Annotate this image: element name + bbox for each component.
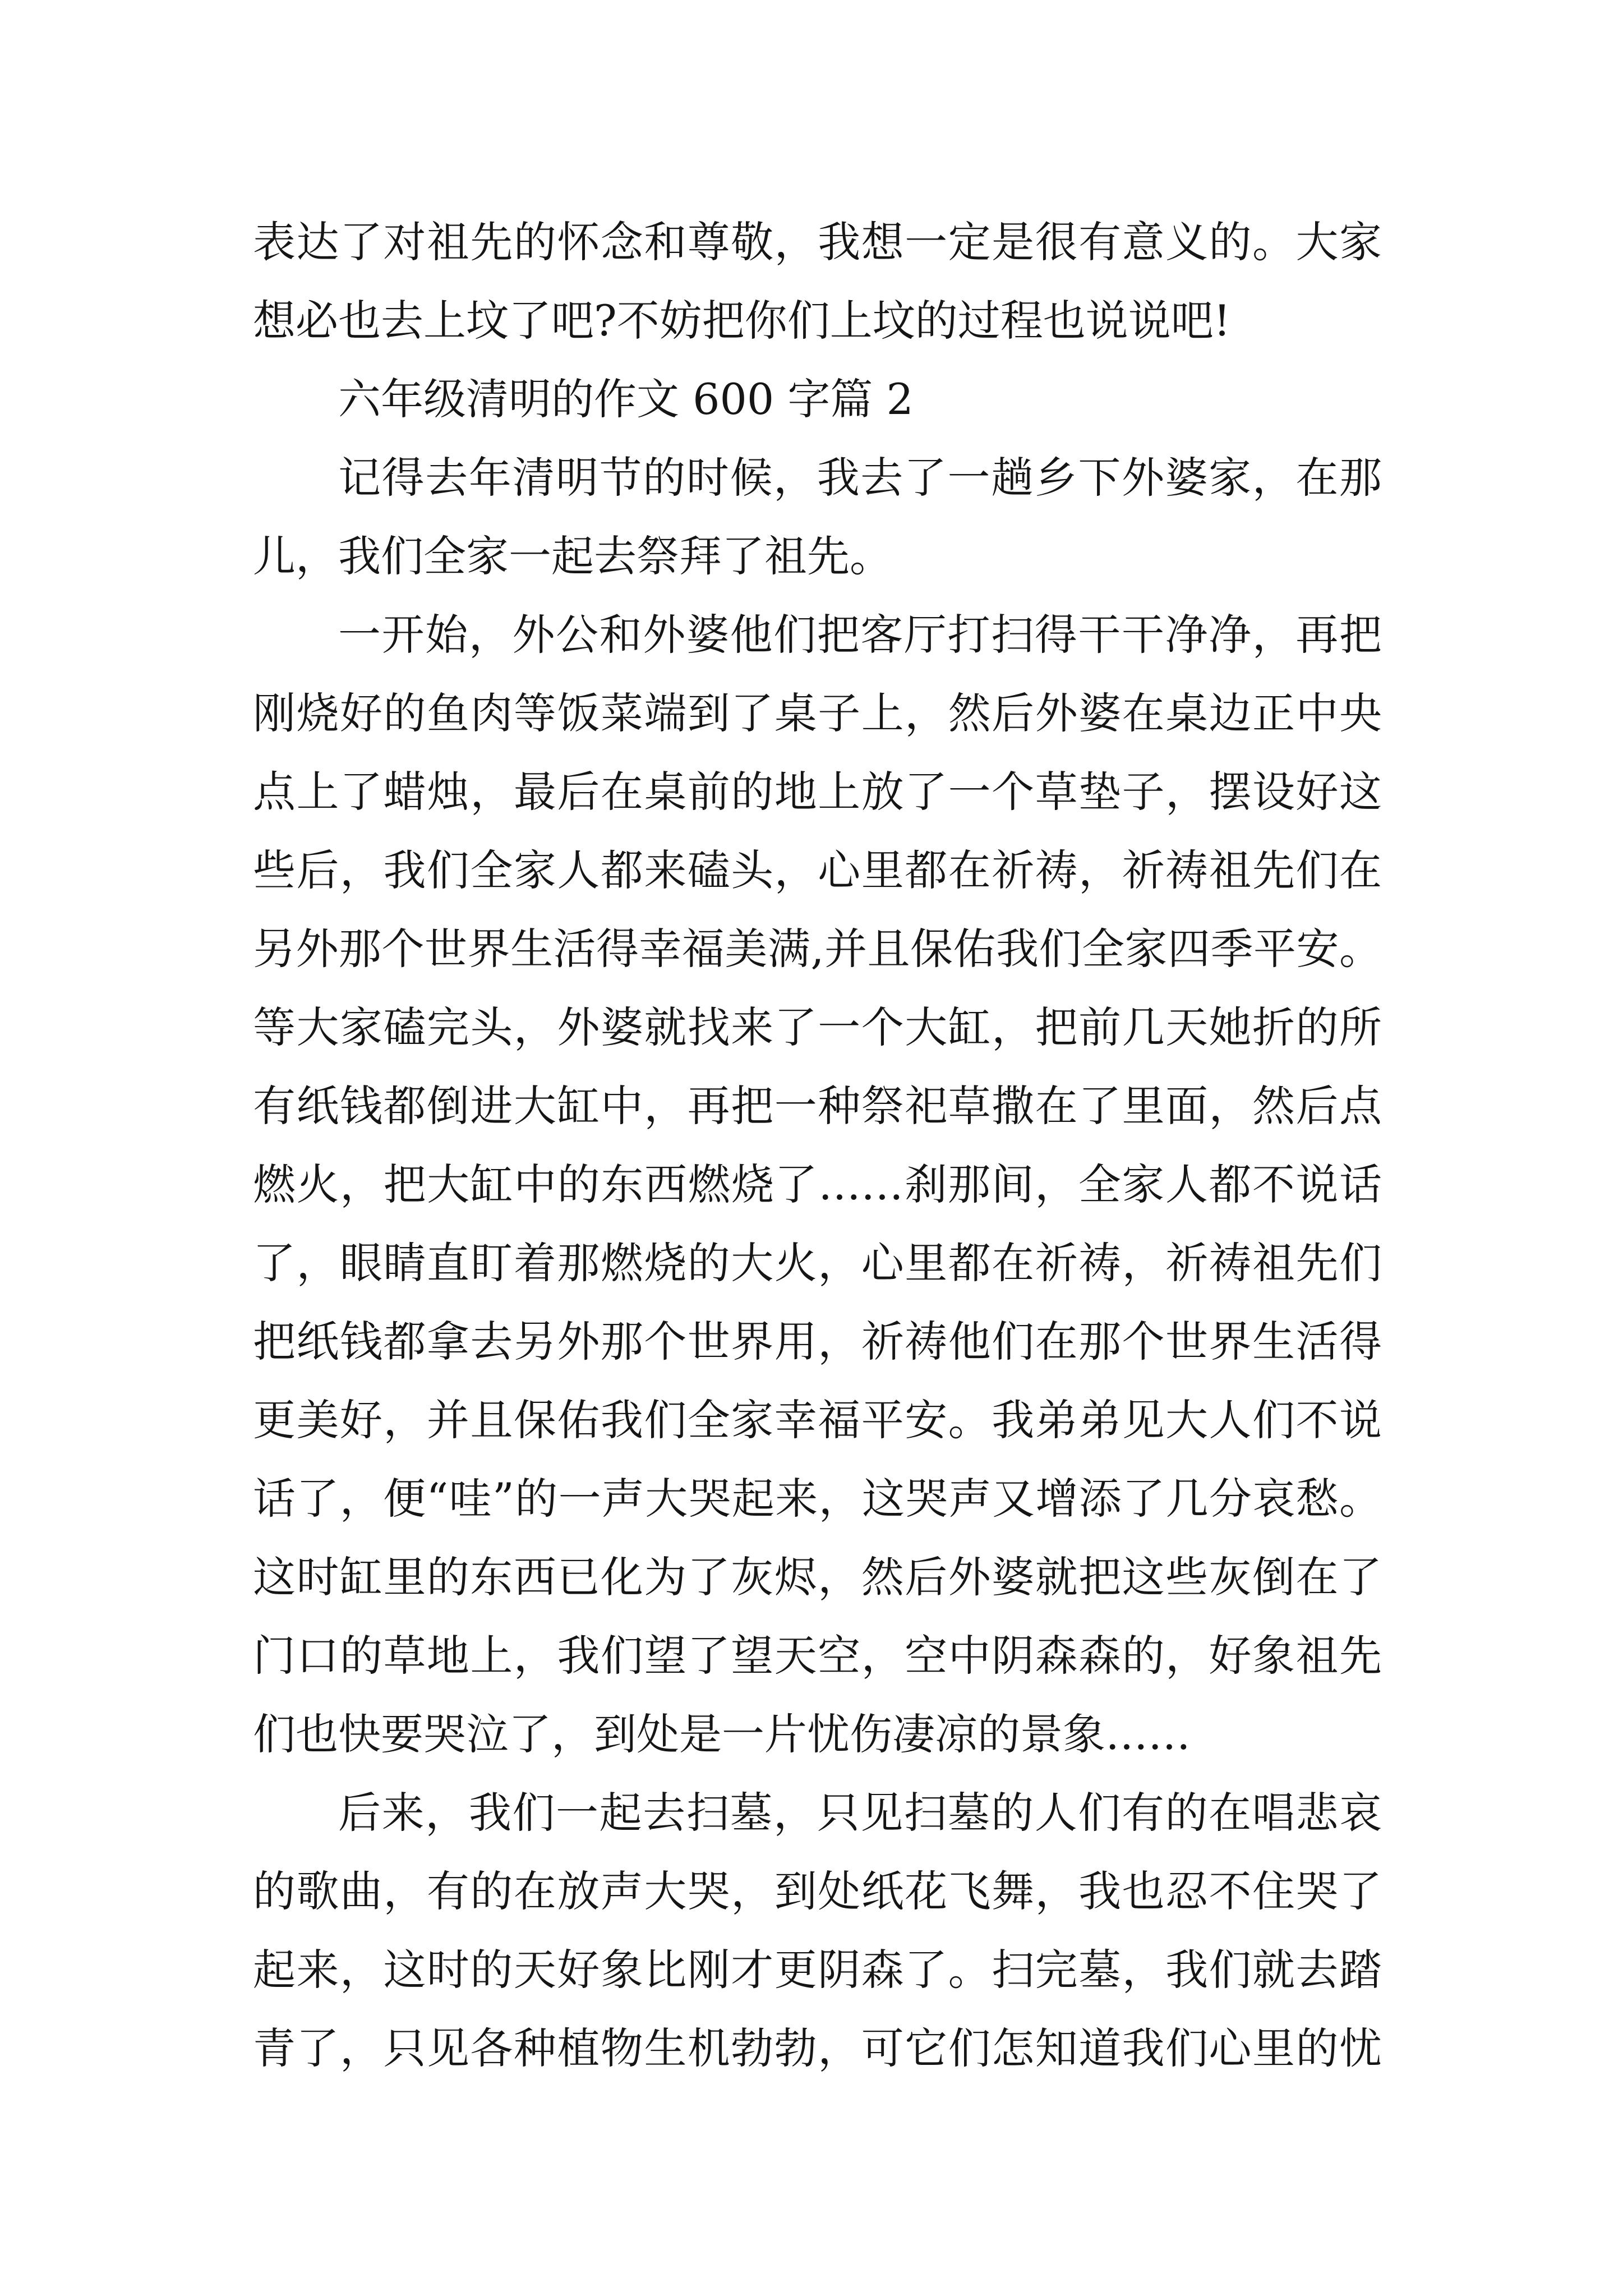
text-line: 些后，我们全家人都来磕头，心里都在祈祷，祈祷祖先们在 bbox=[253, 845, 1382, 895]
document-body bbox=[253, 203, 1382, 2088]
text-line: 们也快要哭泣了，到处是一片忧伤凄凉的景象…… bbox=[253, 1709, 1191, 1759]
paragraph-continued bbox=[253, 203, 1382, 360]
paragraph bbox=[253, 596, 1382, 1774]
text-line: 另外那个世界生活得幸福美满,并且保佑我们全家四季平安。 bbox=[253, 924, 1382, 974]
text-line: 一开始，外公和外婆他们把客厅打扫得干干净净，再把 bbox=[338, 610, 1382, 660]
text-line: 这时缸里的东西已化为了灰烬，然后外婆就把这些灰倒在了 bbox=[253, 1552, 1382, 1602]
text-line: 把纸钱都拿去另外那个世界用，祈祷他们在那个世界生活得 bbox=[253, 1317, 1382, 1366]
heading-text: 六年级清明的作文 600 字篇 2 bbox=[338, 374, 914, 424]
text-line: 门口的草地上，我们望了望天空，空中阴森森的，好象祖先 bbox=[253, 1631, 1382, 1681]
text-line: 表达了对祖先的怀念和尊敬，我想一定是很有意义的。大家 bbox=[253, 217, 1382, 267]
text-line: 儿，我们全家一起去祭拜了祖先。 bbox=[253, 531, 892, 581]
text-line: 青了，只见各种植物生机勃勃，可它们怎知道我们心里的忧 bbox=[253, 2023, 1382, 2073]
text-line: 的歌曲，有的在放声大哭，到处纸花飞舞，我也忍不住哭了 bbox=[253, 1866, 1382, 1916]
text-line: 有纸钱都倒进大缸中，再把一种祭祀草撒在了里面，然后点 bbox=[253, 1081, 1382, 1131]
text-line: 了，眼睛直盯着那燃烧的大火，心里都在祈祷，祈祷祖先们 bbox=[253, 1238, 1382, 1288]
text-line: 更美好，并且保佑我们全家幸福平安。我弟弟见大人们不说 bbox=[253, 1395, 1382, 1445]
paragraph bbox=[253, 1774, 1382, 2088]
paragraph bbox=[253, 439, 1382, 596]
section-heading bbox=[253, 360, 1382, 439]
text-line: 想必也去上坟了吧?不妨把你们上坟的过程也说说吧! bbox=[253, 296, 1231, 346]
text-line: 等大家磕完头，外婆就找来了一个大缸，把前几天她折的所 bbox=[253, 1002, 1382, 1052]
text-line: 燃火，把大缸中的东西燃烧了……刹那间，全家人都不说话 bbox=[253, 1159, 1382, 1209]
text-line: 起来，这时的天好象比刚才更阴森了。扫完墓，我们就去踏 bbox=[253, 1945, 1382, 1995]
text-line: 话了，便“哇”的一声大哭起来，这哭声又增添了几分哀愁。 bbox=[253, 1474, 1382, 1524]
text-line: 记得去年清明节的时候，我去了一趟乡下外婆家，在那 bbox=[338, 453, 1382, 503]
text-line: 后来，我们一起去扫墓，只见扫墓的人们有的在唱悲哀 bbox=[338, 1788, 1382, 1838]
text-line: 刚烧好的鱼肉等饭菜端到了桌子上，然后外婆在桌边正中央 bbox=[253, 688, 1382, 738]
text-line: 点上了蜡烛，最后在桌前的地上放了一个草垫子，摆设好这 bbox=[253, 767, 1382, 817]
